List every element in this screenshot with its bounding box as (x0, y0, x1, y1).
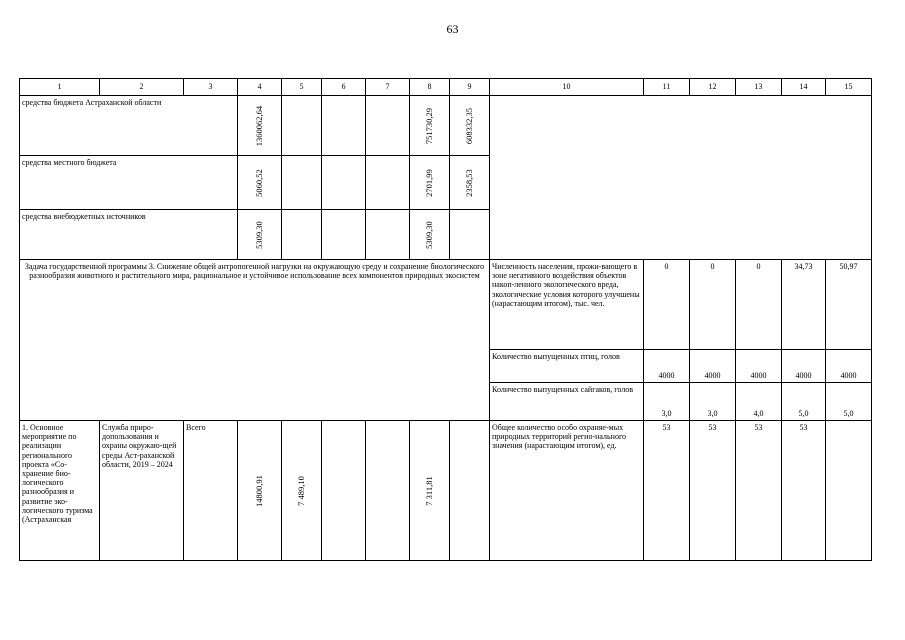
col-header: 14 (782, 79, 826, 96)
col-header: 4 (238, 79, 282, 96)
funding-year-cell (410, 96, 450, 156)
col-header: 7 (366, 79, 410, 96)
program-table (19, 78, 872, 561)
measure-total: 14800,91 (253, 474, 264, 507)
measure-funding-source: Всего (184, 421, 238, 561)
funding-total: 5309,30 (253, 220, 264, 249)
funding-total-cell (238, 96, 282, 156)
col-header: 8 (410, 79, 450, 96)
indicator-value: 34,73 (782, 260, 826, 350)
indicator-value: 4,0 (736, 383, 782, 421)
measure-indicator-value: 53 (644, 421, 690, 561)
funding-value: 2701,99 (423, 168, 434, 197)
col-header: 13 (736, 79, 782, 96)
funding-year-cell (450, 96, 490, 156)
indicator-value: 3,0 (644, 383, 690, 421)
measure-value: 7 489,10 (295, 475, 306, 506)
funding-total: 1360062,64 (253, 105, 264, 146)
funding-value: 2358,53 (463, 168, 474, 197)
col-header: 11 (644, 79, 690, 96)
indicator-value: 0 (644, 260, 690, 350)
task-row (20, 260, 872, 350)
indicator-value: 5,0 (826, 383, 872, 421)
indicator-value: 3,0 (690, 383, 736, 421)
funding-year-cell (450, 210, 490, 260)
col-header: 5 (282, 79, 322, 96)
funding-label: средства местного бюджета (20, 156, 238, 210)
funding-label: средства внебюджетных источников (20, 210, 238, 260)
indicator-value: 5,0 (782, 383, 826, 421)
indicator-value: 0 (690, 260, 736, 350)
col-header: 3 (184, 79, 238, 96)
col-header: 9 (450, 79, 490, 96)
measure-year-cell (282, 421, 322, 561)
task-description: Задача государственной программы 3. Снижение общей антропогенной нагрузки на окружающую среду и сохранение биологического разнообразия животного и растительного мира, рациональное и устойчивое использование всех компонентов природных экосистем (20, 260, 490, 421)
measure-indicator-value (826, 421, 872, 561)
indicator-value: 4000 (782, 350, 826, 383)
funding-label: средства бюджета Астраханской области (20, 96, 238, 156)
funding-year-cell (410, 156, 450, 210)
col-header: 1 (20, 79, 100, 96)
column-number-row (20, 79, 872, 96)
measure-year-cell (410, 421, 450, 561)
funding-year-cell (410, 210, 450, 260)
funding-total: 5060,52 (253, 168, 264, 197)
indicator-value: 0 (736, 260, 782, 350)
measure-row (20, 421, 872, 561)
indicator-value: 4000 (644, 350, 690, 383)
measure-indicator-value: 53 (690, 421, 736, 561)
page-number: 63 (446, 22, 459, 36)
funding-year-cell (450, 156, 490, 210)
indicator-name: Численность населения, прожи-вающего в зоне негативного воздействия объектов накоп-ленного экологического вреда, экологические условия которого улучшены (нарастающим итогом), тыс. чел. (490, 260, 644, 350)
indicator-value: 4000 (736, 350, 782, 383)
col-header: 15 (826, 79, 872, 96)
funding-value: 608332,35 (463, 107, 474, 144)
measure-title: 1. Основное мероприятие по реализации регионального проекта «Со-хранение био-логического разнообразия и развитие эко-логического туризма (Астраханская (20, 421, 100, 561)
measure-indicator-value: 53 (736, 421, 782, 561)
indicator-value: 50,97 (826, 260, 872, 350)
measure-indicator-value: 53 (782, 421, 826, 561)
measure-total-cell (238, 421, 282, 561)
col-header: 10 (490, 79, 644, 96)
measure-indicator-name: Общее количество особо охраняе-мых природных территорий регио-нального значения (нарастающим итогом), ед. (490, 421, 644, 561)
indicator-name: Количество выпущенных птиц, голов (490, 350, 644, 383)
col-header: 12 (690, 79, 736, 96)
funding-total-cell (238, 156, 282, 210)
indicator-value: 4000 (690, 350, 736, 383)
funding-row-regional (20, 96, 872, 156)
empty-indicator-block (490, 96, 872, 260)
col-header: 6 (322, 79, 366, 96)
col-header: 2 (100, 79, 184, 96)
funding-total-cell (238, 210, 282, 260)
measure-value: 7 311,81 (423, 475, 434, 506)
measure-executor: Служба приро-допользования и охраны окружаю-щей среды Аст-раханской области, 2019 – 2024 (100, 421, 184, 561)
indicator-value: 4000 (826, 350, 872, 383)
funding-value: 5309,30 (423, 220, 434, 249)
indicator-name: Количество выпущенных сайгаков, голов (490, 383, 644, 421)
funding-value: 751730,29 (423, 107, 434, 144)
